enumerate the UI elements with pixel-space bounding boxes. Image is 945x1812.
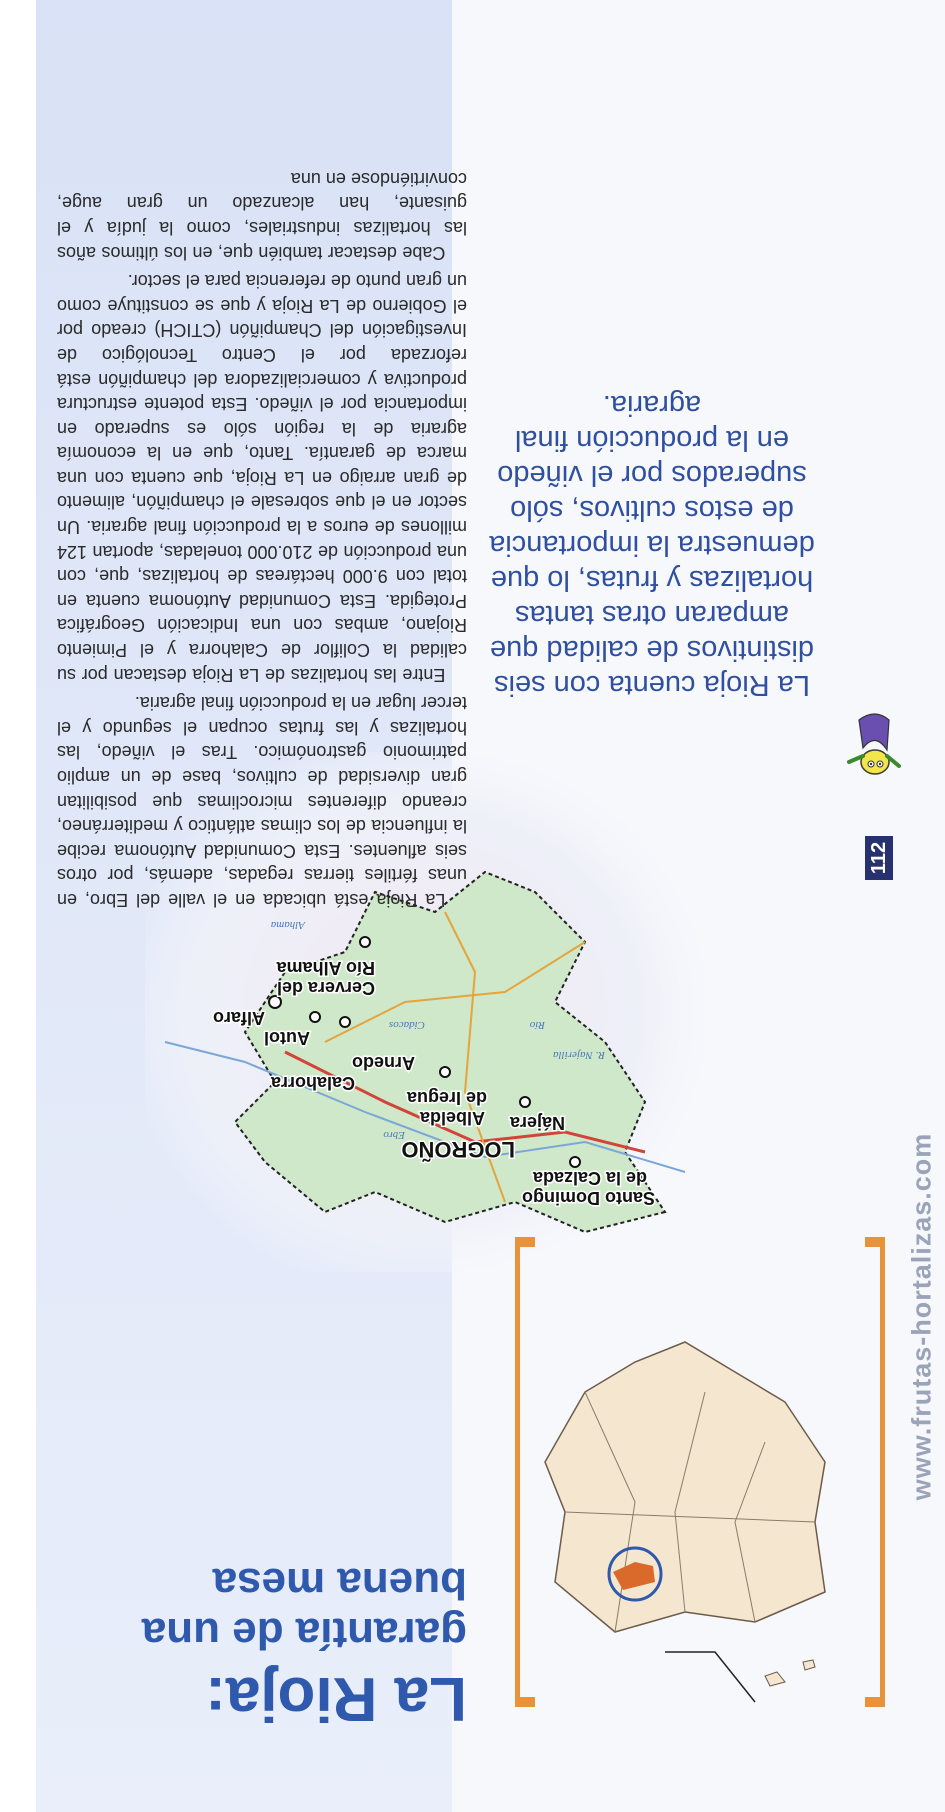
river-label: R. Najerilla	[553, 1049, 605, 1061]
city-marker	[520, 1097, 530, 1107]
city-label: Albelda	[419, 1108, 485, 1128]
mascot-illustration	[845, 702, 905, 792]
page-title: La Rioja:	[205, 1664, 467, 1733]
river-label: Alhama	[270, 919, 305, 931]
page-subtitle: garantía de una buena mesa	[141, 1559, 467, 1658]
city-label: Río Alhama	[276, 958, 375, 978]
spain-outline	[545, 1342, 825, 1632]
river-label: Ebro	[383, 1129, 405, 1141]
page-number: 112	[865, 836, 893, 880]
title-block	[47, 1558, 467, 1732]
city-label: de Iregua	[406, 1088, 487, 1108]
website-url-vertical	[899, 0, 945, 1812]
spain-locator-map	[515, 1222, 885, 1722]
city-marker	[440, 1067, 450, 1077]
website-url[interactable]: www.frutas-hortalizas.com	[906, 1132, 937, 1501]
right-margin-strip	[0, 0, 36, 1812]
river-label: Cidacos	[388, 1019, 425, 1031]
city-marker	[340, 1017, 350, 1027]
city-label: Alfaro	[212, 1008, 265, 1028]
canary-leader-line	[665, 1652, 755, 1702]
city-label: Arnedo	[352, 1053, 415, 1073]
city-marker	[310, 1012, 320, 1022]
city-label: Autol	[264, 1028, 310, 1048]
river-label: Río	[529, 1019, 545, 1031]
city-label: Calahorra	[270, 1073, 355, 1093]
city-label: de la Calzada	[532, 1168, 647, 1188]
city-label: Nájera	[509, 1113, 565, 1133]
body-paragraph: Cabe destacar también que, en los últimos años las hortalizas industriales, como la judía y el guisante, han alcanzado un gran auge, convirtiéndose en una	[57, 168, 467, 263]
city-label: Santo Domingo	[522, 1188, 655, 1208]
body-text	[57, 52, 467, 912]
city-marker	[360, 937, 370, 947]
city-marker	[570, 1157, 580, 1167]
balearic-islands	[765, 1660, 815, 1686]
orange-bracket	[865, 1242, 885, 1702]
body-paragraph: La Rioja está ubicada en el valle del Ebro, en unas fértiles tierras regadas, además, por otros seis afluentes. Esta Comunidad Autónoma recibe la influencia de los climas atlántico y mediterráneo, creando diferentes microclimas que posibilitan gran diversidad de cultivos, base de un amplio patrimonio gastronómico. Tras el viñedo, las hortalizas y las frutas ocupan el segundo y el tercer lugar en la producción final agraria.	[57, 693, 467, 910]
body-paragraph: Entre las hortalizas de La Rioja destacan por su calidad la Coliflor de Calahorra y el Pimiento Riojano, ambas con una Indicación Geográfica Protegida. Esta Comunidad Autónoma cuenta en total con 9.000 hectáreas de hortalizas, que, con una producción de 210.000 toneladas, aportan 124 millones de euros a la producción final agraria. Un sector en el que sobresale el champiñón, alimento de gran arraigo en La Rioja, que cuenta con una marca de garantía. Tanto, que en la economía agraria de la región sólo es superado en importancia por el viñedo. Esta potente estructura productiva y comercializadora del champiñón está reforzada por el Centro Tecnológico de Investigación del Champiñón (CTICH) creado por el Gobierno de La Rioja y que se constituye como un gran punto de referencia para el sector.	[57, 271, 467, 685]
city-label: LOGROÑO	[401, 1137, 515, 1162]
intro-text: La Rioja cuenta con seis distintivos de calidad que amparan otras tantas hortalizas y frutas, lo que demuestra la importancia de estos cultivos, sólo superados por el viñedo en la producción final agraria.	[489, 389, 815, 701]
orange-bracket	[515, 1242, 535, 1702]
city-label: Cervera del	[276, 978, 375, 998]
